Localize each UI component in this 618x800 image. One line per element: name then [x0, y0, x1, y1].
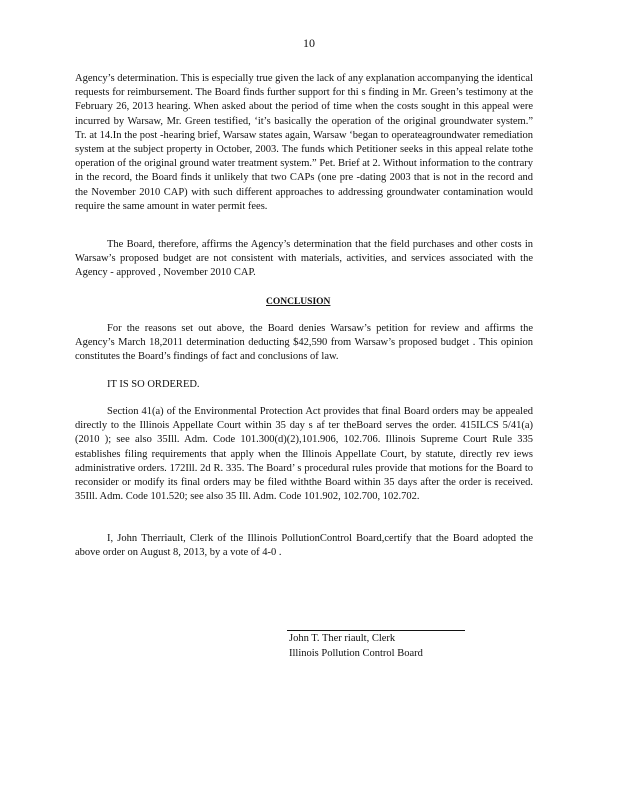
paragraph-clerk-certification: [75, 532, 533, 560]
signature-line: [287, 630, 465, 631]
paragraph-text: Section 41(a) of the Environmental Protection Act provides that final Board orders may be appealed directly to the Illinois Appellate Court within 35 day s af ter theBoard serves the order. 415ILCS 5/41(a) (2010 ); see also 35Ill. Adm. Code 101.300(d)(2),101.906, 102.706. Illinois Supreme Court Rule 335 establishes filing requirements that apply when the Illinois Appellate Court, by statute, directly rev iews administrative orders. 172Ill. 2d R. 335. The Board’ s procedural rules provide that motions for the Board to reconsider or modify its final orders may be filed withthe Board within 35 days after the order is received. 35Ill. Adm. Code 101.520; see also 35 Ill. Adm. Code 101.902, 102.700, 102.702.: [75, 406, 533, 503]
paragraph-board-affirms: [75, 238, 533, 281]
paragraph-appeal-rights: [75, 405, 533, 504]
paragraph-so-ordered: [75, 378, 533, 392]
section-heading-conclusion: CONCLUSION: [266, 297, 331, 307]
paragraph-text: Agency’s determination. This is especially true given the lack of any explanation accompanying the identical requests for reimbursement. The Board finds further support for thi s finding in Mr. Green’s testimony at the February 26, 2013 hearing. When asked about the period of time when the costs sought in this appeal were incurred by Warsaw, Mr. Green testified, ‘it’s basically the operation of the original groundwater system.” Tr. at 14.In the post -hearing brief, Warsaw states again, Warsaw ‘began to operateagroundwater remediation system at the subject property in October, 2003. The funds which Petitioner seeks in this appeal relate tothe operation of the original ground water treatment system.” Pet. Brief at 2. Without information to the contrary in the record, the Board finds it unlikely that two CAPs (one pre -dating 2003 that is not in the record and the November 2010 CAP) with such different approaches to addressing groundwater contamination would require the same amount in water permit fees.: [75, 73, 533, 212]
signature-organization: Illinois Pollution Control Board: [289, 648, 423, 659]
page-number: 10: [303, 36, 315, 50]
paragraph-text: I, John Therriault, Clerk of the Illinois PollutionControl Board,certify that the Board adopted the above order on August 8, 2013, by a vote of 4-0 .: [75, 533, 533, 559]
paragraph-text: For the reasons set out above, the Board denies Warsaw’s petition for review and affirms the Agency’s March 18,2011 determination deducting $42,590 from Warsaw’s proposed budget . This opinion constitutes the Board’s findings of fact and conclusions of law.: [75, 323, 533, 363]
paragraph-conclusion: [75, 322, 533, 365]
signature-name: John T. Ther riault, Clerk: [289, 633, 396, 644]
paragraph-text: The Board, therefore, affirms the Agency’s determination that the field purchases and other costs in Warsaw’s proposed budget are not consistent with materials, activities, and services associated with the Agency - approved , November 2010 CAP.: [75, 239, 533, 279]
paragraph-text: IT IS SO ORDERED.: [107, 379, 200, 390]
paragraph-agency-determination: [75, 72, 533, 214]
